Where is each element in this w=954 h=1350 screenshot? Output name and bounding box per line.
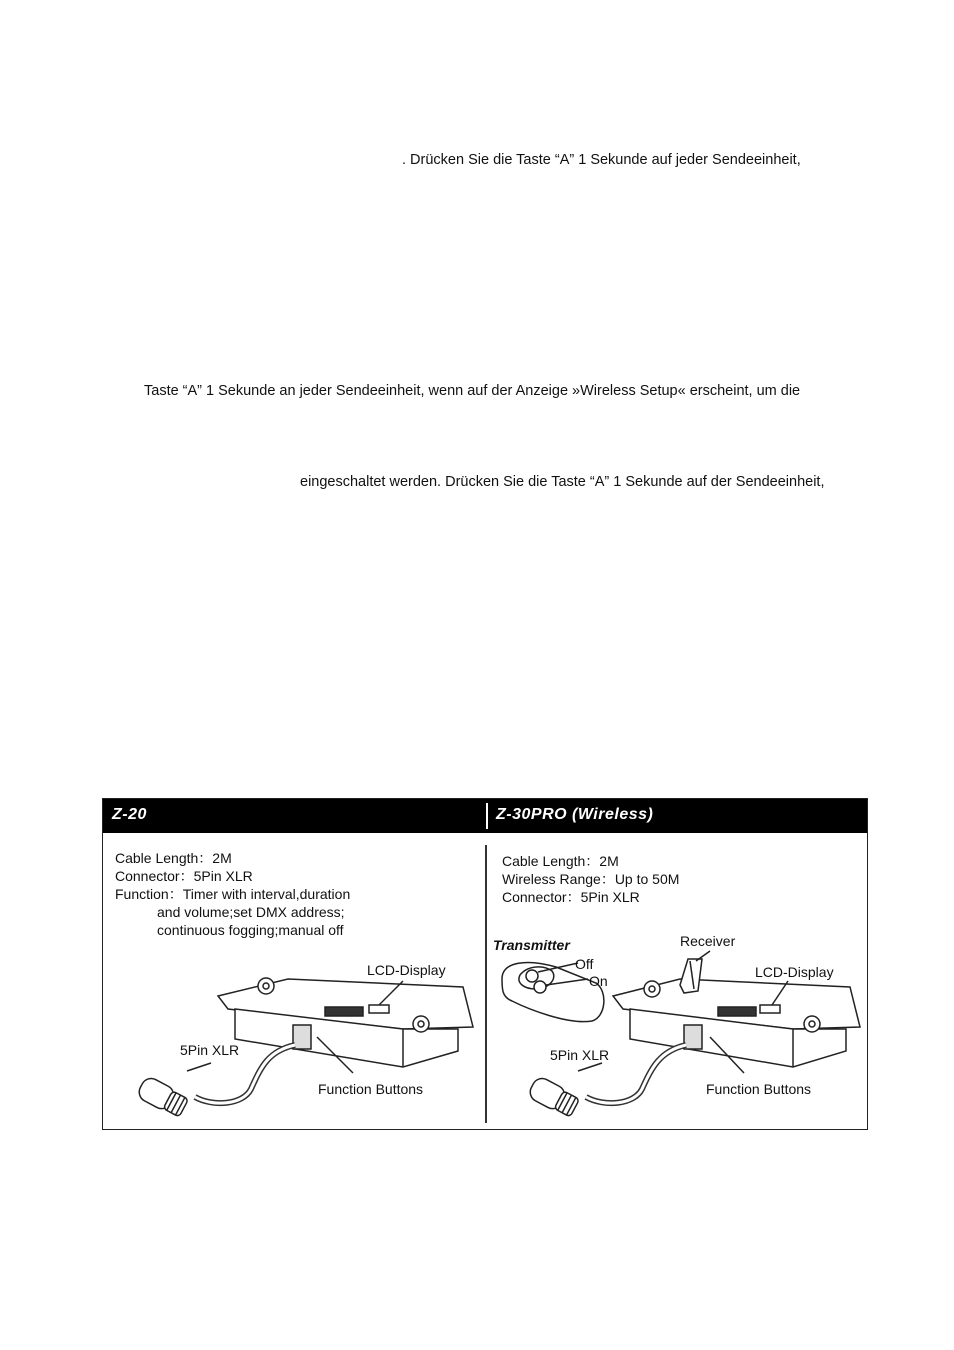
text-line-2: Taste “A” 1 Sekunde an jeder Sendeeinheit, wenn auf der Anzeige »Wireless Setup« erscheint, um die	[144, 383, 801, 399]
z20-specs	[115, 849, 350, 939]
z20-xlr-label: 5Pin XLR	[180, 1042, 240, 1058]
on-label: On	[589, 973, 608, 989]
z30pro-title: Z-30PRO (Wireless)	[496, 806, 654, 823]
header-divider	[486, 803, 488, 829]
spec-range: Wireless Range：Up to 50M	[502, 871, 680, 887]
z30pro-xlr-label: 5Pin XLR	[550, 1047, 610, 1063]
spec-function: Function：Timer with interval,duration	[115, 886, 351, 902]
spec-connector: Connector：5Pin XLR	[115, 868, 253, 884]
receiver-label: Receiver	[680, 933, 736, 949]
spec-function-cont-2: continuous fogging;manual off	[157, 922, 344, 938]
z20-buttons-label: Function Buttons	[318, 1081, 424, 1097]
figure-header	[103, 799, 867, 833]
spec-function-cont-1: and volume;set DMX address;	[157, 904, 345, 920]
text-line-3: eingeschaltet werden. Drücken Sie die Taste “A” 1 Sekunde auf der Sendeeinheit,	[300, 474, 825, 490]
z30pro-lcd-label: LCD-Display	[755, 964, 834, 980]
z30pro-specs	[502, 852, 679, 906]
spec-connector: Connector：5Pin XLR	[502, 889, 640, 905]
text-line-1: . Drücken Sie die Taste “A” 1 Sekunde auf jeder Sendeeinheit,	[402, 152, 801, 168]
z20-title: Z-20	[112, 806, 147, 823]
transmitter-label: Transmitter	[493, 937, 570, 953]
z20-lcd-label: LCD-Display	[367, 962, 446, 978]
spec-cable: Cable Length：2M	[115, 850, 232, 866]
column-divider	[485, 845, 487, 1123]
off-label: Off	[575, 956, 594, 972]
z30pro-buttons-label: Function Buttons	[706, 1081, 812, 1097]
spec-cable: Cable Length：2M	[502, 853, 619, 869]
controller-figure	[102, 798, 868, 1130]
